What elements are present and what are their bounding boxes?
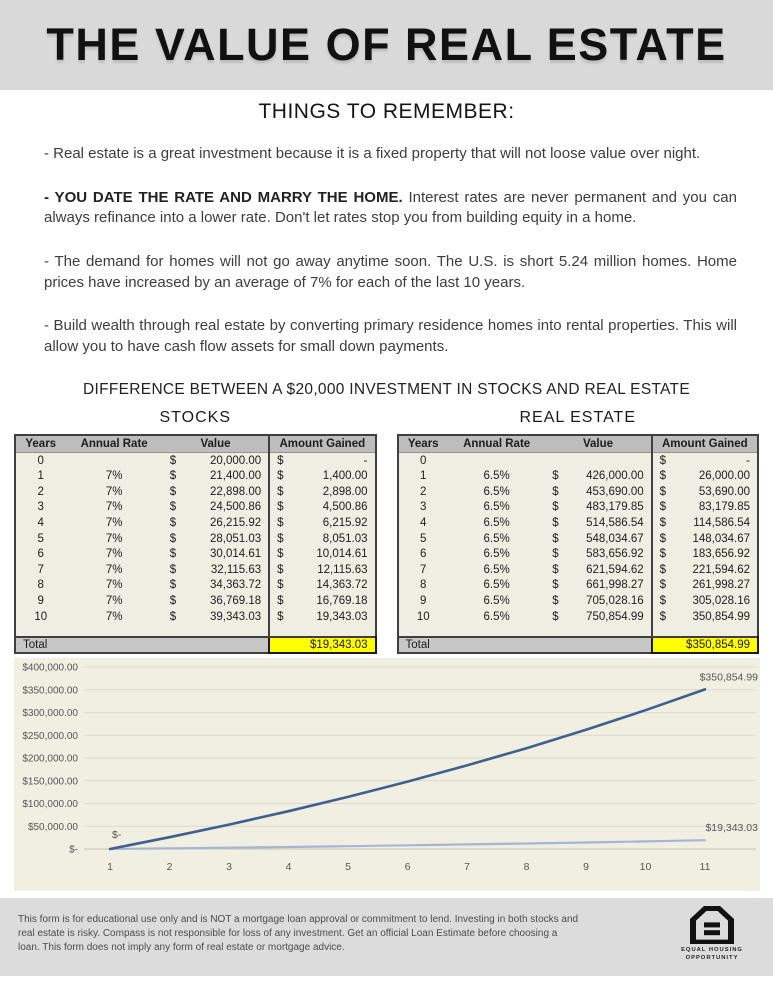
title-banner xyxy=(0,0,773,90)
table-cell: $ 12,115.63 xyxy=(269,562,375,578)
growth-chart xyxy=(14,658,760,891)
table-cell: 7 xyxy=(37,563,44,576)
table-cell: $ 705,028.16 xyxy=(552,594,644,607)
table-cell: 0 xyxy=(37,454,44,467)
table-cell: 6.5% xyxy=(483,594,510,607)
table-cell: $ 183,656.92 xyxy=(652,546,758,562)
x-axis-tick-label: 10 xyxy=(639,860,652,873)
table-cell: $ 583,656.92 xyxy=(552,548,644,561)
table-cell: 6.5% xyxy=(483,516,510,529)
table-cell: $ 148,034.67 xyxy=(652,531,758,547)
table-row xyxy=(15,515,376,531)
x-axis-tick-label: 2 xyxy=(166,860,173,873)
table-row xyxy=(398,484,759,500)
table-row xyxy=(15,531,376,547)
table-cell: 5 xyxy=(37,532,44,545)
table-cell: 3 xyxy=(37,501,44,514)
x-axis-tick-label: 6 xyxy=(404,860,411,873)
spacer-row xyxy=(15,624,376,637)
table-cell: $ 14,363.72 xyxy=(269,578,375,594)
table-cell: $ 6,215.92 xyxy=(269,515,375,531)
table-cell: 1 xyxy=(420,470,427,483)
equal-housing-logo xyxy=(677,905,747,963)
real-estate-column xyxy=(397,409,760,654)
table-cell: 7% xyxy=(105,610,123,623)
table-cell: 3 xyxy=(420,501,427,514)
bullet-text: - Build wealth through real estate by converting primary residence homes into rental properties. This will allow you to have cash flow assets for small down payments. xyxy=(44,317,737,356)
y-axis-tick-label: $50,000.00 xyxy=(27,821,78,833)
table-cell: $ 661,998.27 xyxy=(552,579,644,592)
x-axis-tick-label: 9 xyxy=(583,860,589,873)
table-cell: 0 xyxy=(420,454,427,467)
x-axis-tick-label: 7 xyxy=(464,860,470,873)
table-cell xyxy=(65,453,162,469)
table-row xyxy=(15,578,376,594)
series-end-label: $350,854.99 xyxy=(699,671,758,684)
equal-housing-house-icon xyxy=(689,905,735,945)
table-row xyxy=(398,468,759,484)
bullet-item xyxy=(44,252,737,293)
table-cell: 6.5% xyxy=(483,532,510,545)
table-cell: 7% xyxy=(105,532,123,545)
table-cell: 6.5% xyxy=(483,501,510,514)
table-cell: 6 xyxy=(37,548,44,561)
table-cell: $ 750,854.99 xyxy=(552,610,644,623)
table-cell: 6.5% xyxy=(483,610,510,623)
y-axis-tick-label: $100,000.00 xyxy=(22,798,78,810)
bullet-text: - Real estate is a great investment because it is a fixed property that will not loose value over night. xyxy=(44,145,701,162)
table-row xyxy=(15,546,376,562)
series-start-label: $- xyxy=(112,828,122,841)
real-estate-table xyxy=(397,434,760,654)
y-axis-tick-label: $150,000.00 xyxy=(22,776,78,788)
x-axis-tick-label: 8 xyxy=(523,860,530,873)
data-table xyxy=(14,434,377,654)
total-label: Total xyxy=(15,637,269,653)
y-axis-tick-label: $300,000.00 xyxy=(22,707,78,719)
table-cell: $ 4,500.86 xyxy=(269,500,375,516)
table-cell: $ 2,898.00 xyxy=(269,484,375,500)
table-cell: $ 621,594.62 xyxy=(552,563,644,576)
table-cell: $ 21,400.00 xyxy=(169,470,262,483)
table-cell: $ 8,051.03 xyxy=(269,531,375,547)
page-title: THE VALUE OF REAL ESTATE xyxy=(46,19,727,70)
table-cell: 7% xyxy=(105,563,123,576)
table-cell xyxy=(545,453,651,469)
table-row xyxy=(398,578,759,594)
table-cell: 7% xyxy=(105,501,123,514)
table-cell: 1 xyxy=(37,470,44,483)
total-value: $19,343.03 xyxy=(269,637,375,653)
table-cell: $ 350,854.99 xyxy=(652,609,758,625)
growth-chart-svg xyxy=(14,658,760,891)
bullet-item xyxy=(44,188,737,229)
table-row xyxy=(398,546,759,562)
column-header: Years xyxy=(398,435,448,453)
y-axis-tick-label: $400,000.00 xyxy=(22,662,78,674)
equal-housing-text-line2: OPPORTUNITY xyxy=(685,954,739,961)
table-cell: 2 xyxy=(37,485,44,498)
series-end-label: $19,343.03 xyxy=(705,822,758,835)
table-row xyxy=(15,593,376,609)
table-cell: $ 32,115.63 xyxy=(169,563,262,576)
table-cell: $ 53,690.00 xyxy=(652,484,758,500)
table-cell: 4 xyxy=(420,516,427,529)
data-table xyxy=(397,434,760,654)
column-header: Value xyxy=(163,435,269,453)
stocks-table xyxy=(14,434,377,654)
table-cell: $ 114,586.54 xyxy=(652,515,758,531)
table-cell: 9 xyxy=(37,594,44,607)
table-cell: 2 xyxy=(420,485,427,498)
table-cell: $ 483,179.85 xyxy=(552,501,644,514)
real-estate-table-title: REAL ESTATE xyxy=(519,408,636,426)
stocks-column xyxy=(14,409,377,654)
table-cell: 10 xyxy=(34,610,48,623)
y-axis-tick-label: $200,000.00 xyxy=(22,753,78,765)
column-header: Value xyxy=(545,435,651,453)
table-cell: 9 xyxy=(420,594,427,607)
table-cell: $ 22,898.00 xyxy=(169,485,262,498)
table-cell: $ - xyxy=(652,453,758,469)
table-cell: $ 10,014.61 xyxy=(269,546,375,562)
table-cell: $ 20,000.00 xyxy=(169,454,262,467)
table-cell: 6.5% xyxy=(483,485,510,498)
x-axis-tick-label: 1 xyxy=(107,860,113,873)
y-axis-tick-label: $250,000.00 xyxy=(22,730,78,742)
table-cell: 6.5% xyxy=(483,548,510,561)
footer-band xyxy=(0,898,773,976)
total-label: Total xyxy=(398,637,652,653)
total-row xyxy=(15,637,376,653)
column-header: Amount Gained xyxy=(269,435,375,453)
table-cell: 6.5% xyxy=(483,470,510,483)
table-cell: 8 xyxy=(420,579,427,592)
table-cell: $ 26,000.00 xyxy=(652,468,758,484)
table-row xyxy=(398,515,759,531)
table-cell: $ 30,014.61 xyxy=(169,548,262,561)
table-cell: 6.5% xyxy=(483,579,510,592)
equal-housing-text-line1: EQUAL HOUSING xyxy=(681,947,743,954)
bullet-bold-lead: - YOU DATE THE RATE AND MARRY THE HOME. xyxy=(44,188,403,206)
table-cell: $ 26,215.92 xyxy=(169,516,262,529)
table-cell: $ 305,028.16 xyxy=(652,593,758,609)
table-cell: 4 xyxy=(37,516,44,529)
table-cell: 10 xyxy=(416,610,430,623)
table-row xyxy=(15,484,376,500)
series-line xyxy=(110,689,705,849)
things-to-remember-heading: THINGS TO REMEMBER: xyxy=(258,100,515,123)
table-cell: $ 514,586.54 xyxy=(552,516,644,529)
total-value: $350,854.99 xyxy=(652,637,758,653)
footer-disclaimer: This form is for educational use only and is NOT a mortgage loan approval or commitment to lend. Investing in both stocks and real estate is risky. Compass is not responsible for loss of any investment. Get an official Loan Estimate before choosing a loan. This form does not imply any form of real estate or mortgage advice. xyxy=(18,914,579,953)
table-cell: $ 19,343.03 xyxy=(269,609,375,625)
column-header: Amount Gained xyxy=(652,435,758,453)
table-cell: $ 453,690.00 xyxy=(552,485,644,498)
table-cell: $ - xyxy=(269,453,375,469)
table-row xyxy=(15,609,376,625)
x-axis-tick-label: 3 xyxy=(226,860,232,873)
x-axis-tick-label: 11 xyxy=(699,860,711,873)
table-cell: 7% xyxy=(105,548,123,561)
bullet-list xyxy=(0,124,773,358)
table-row xyxy=(398,453,759,469)
column-header: Annual Rate xyxy=(448,435,545,453)
table-row xyxy=(398,500,759,516)
table-cell: $ 1,400.00 xyxy=(269,468,375,484)
table-cell: 5 xyxy=(420,532,427,545)
series-line xyxy=(110,840,705,849)
table-cell: $ 221,594.62 xyxy=(652,562,758,578)
table-cell: 7% xyxy=(105,470,123,483)
table-cell: 7 xyxy=(420,563,427,576)
table-cell: $ 83,179.85 xyxy=(652,500,758,516)
table-row xyxy=(15,453,376,469)
table-cell: $ 16,769.18 xyxy=(269,593,375,609)
table-cell: $ 548,034.67 xyxy=(552,532,644,545)
table-cell: 7% xyxy=(105,485,123,498)
table-cell xyxy=(448,453,545,469)
table-row xyxy=(398,593,759,609)
bullet-text: - The demand for homes will not go away anytime soon. The U.S. is short 5.24 million homes. Home prices have increased by an average of 7% for each of the last 10 years. xyxy=(44,253,737,291)
table-row xyxy=(398,609,759,625)
table-cell: $ 426,000.00 xyxy=(552,470,644,483)
comparison-tables xyxy=(0,409,773,654)
table-cell: 7% xyxy=(105,516,123,529)
table-cell: $ 39,343.03 xyxy=(169,610,262,623)
table-cell: $ 34,363.72 xyxy=(169,579,262,592)
y-axis-tick-label: $350,000.00 xyxy=(22,685,78,697)
table-row xyxy=(15,500,376,516)
table-cell: $ 24,500.86 xyxy=(169,501,262,514)
table-row xyxy=(398,562,759,578)
x-axis-tick-label: 4 xyxy=(285,860,292,873)
table-row xyxy=(398,531,759,547)
y-axis-tick-label: $- xyxy=(69,844,78,856)
spacer-row xyxy=(398,624,759,637)
table-cell: 7% xyxy=(105,594,123,607)
comparison-heading: DIFFERENCE BETWEEN A $20,000 INVESTMENT IN STOCKS AND REAL ESTATE xyxy=(83,380,690,398)
table-cell: 6 xyxy=(420,548,427,561)
bullet-text: Interest rates are never permanent and you can always refinance into a lower rate. Don't let rates stop you from building equity in a home. xyxy=(44,188,737,227)
table-cell: 8 xyxy=(37,579,44,592)
stocks-table-title: STOCKS xyxy=(159,408,231,426)
column-header: Annual Rate xyxy=(65,435,162,453)
bullet-item xyxy=(44,144,737,165)
bullet-item xyxy=(44,316,737,357)
table-cell: $ 28,051.03 xyxy=(169,532,262,545)
table-cell: 6.5% xyxy=(483,563,510,576)
table-cell: $ 36,769.18 xyxy=(169,594,262,607)
table-cell: 7% xyxy=(105,579,123,592)
column-header: Years xyxy=(15,435,65,453)
table-cell: $ 261,998.27 xyxy=(652,578,758,594)
total-row xyxy=(398,637,759,653)
x-axis-tick-label: 5 xyxy=(345,860,351,873)
table-row xyxy=(15,468,376,484)
table-row xyxy=(15,562,376,578)
